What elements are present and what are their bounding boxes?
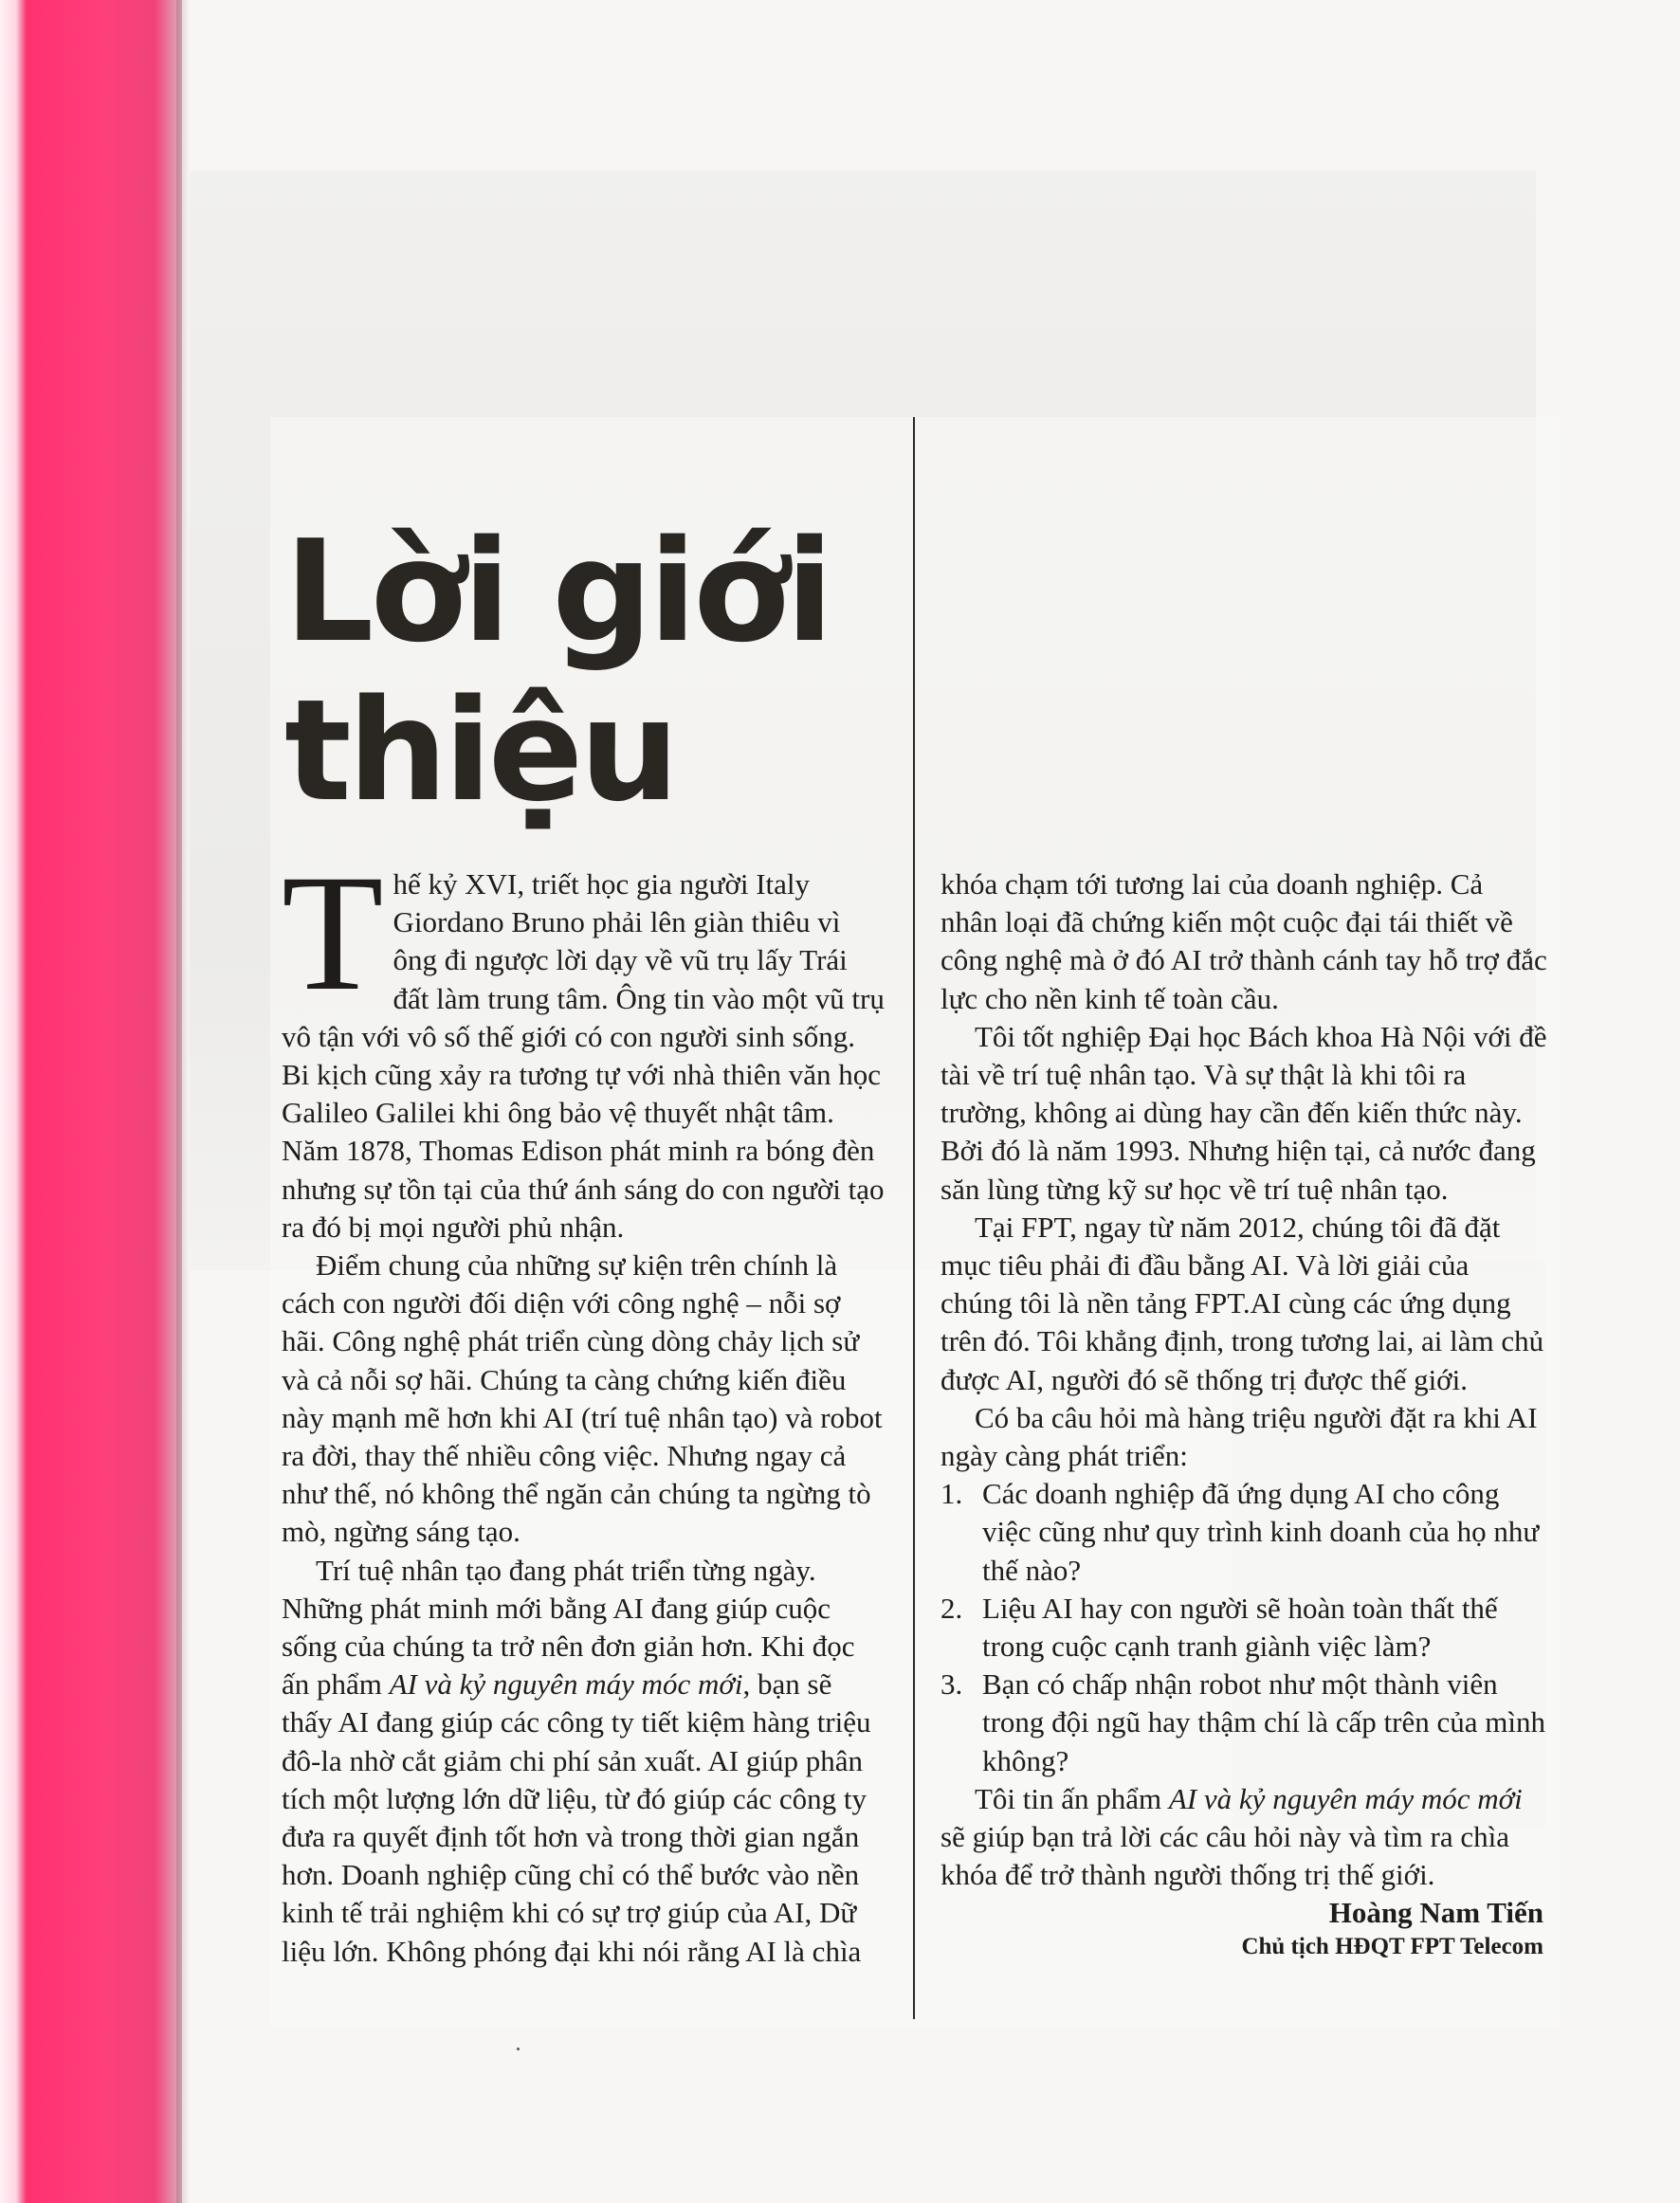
paragraph-6: Có ba câu hỏi mà hàng triệu người đặt ra khi AI ngày càng phát triển: (940, 1400, 1538, 1473)
list-number: 2. (940, 1591, 963, 1625)
spine-edge (0, 0, 27, 2203)
paragraph-2: Điểm chung của những sự kiện trên chính là cách con người đối diện với công nghệ – nỗi sợ hãi. Công nghệ phát triển cùng dòng chảy lịch sử và cả nỗi sợ hãi. Chúng ta càng chứng kiến điều này mạnh mẽ hơn khi AI (trí tuệ nhân tạo) và robot ra đời, thay thế nhiều công việc. Nhưng ngay cả như thế, nó không thể ngăn cản chúng ta ngừng tò mò, ngừng sáng tạo. (282, 1248, 883, 1549)
author-name: Hoàng Nam Tiến (1328, 1896, 1543, 1930)
book-title-ref: AI và kỷ nguyên máy móc mới (389, 1667, 743, 1702)
drop-cap: T (282, 841, 384, 1026)
list-item-text: Bạn có chấp nhận robot như một thành viên trong đội ngũ hay thậm chí là cấp trên của mình không? (982, 1667, 1545, 1777)
right-column (940, 865, 1547, 1962)
pink-spine (0, 0, 182, 2203)
paragraph-4: Tôi tốt nghiệp Đại học Bách khoa Hà Nội với đề tài về trí tuệ nhân tạo. Và sự thật là khi tôi ra trường, không ai dùng hay cần đến kiến thức này. Bởi đó là năm 1993. Nhưng hiện tại, cả nước đang săn lùng từng kỹ sư học về trí tuệ nhân tạo. (940, 1019, 1547, 1206)
book-title-ref: AI và kỷ nguyên máy móc mới (1168, 1781, 1523, 1815)
list-number: 1. (940, 1477, 963, 1511)
title-line-1: Lời giới (284, 510, 831, 673)
list-item (940, 1475, 1547, 1590)
list-number: 3. (940, 1667, 963, 1702)
column-divider (913, 417, 915, 2019)
list-item-text: Các doanh nghiệp đã ứng dụng AI cho công việc cũng như quy trình kinh doanh của họ như thế nào? (982, 1477, 1540, 1587)
list-item-text: Liệu AI hay con người sẽ hoàn toàn thất thế trong cuộc cạnh tranh giành việc làm? (982, 1591, 1498, 1664)
left-column (282, 841, 888, 1971)
question-list (940, 1475, 1547, 1780)
list-item (940, 1590, 1547, 1666)
paragraph-3-continued: khóa chạm tới tương lai của doanh nghiệp. Cả nhân loại đã chứng kiến một cuộc đại tái thiết về công nghệ mà ở đó AI trở thành cánh tay hỗ trợ đắc lực cho nền kinh tế toàn cầu. (940, 867, 1547, 1015)
page-speck (517, 2048, 520, 2050)
title-line-2: thiệu (284, 669, 676, 832)
paragraph-7-text-a: Tôi tin ấn phẩm (975, 1781, 1169, 1815)
paragraph-3 (282, 1552, 888, 1971)
paragraph-5: Tại FPT, ngay từ năm 2012, chúng tôi đã đặt mục tiêu phải đi đầu bằng AI. Và lời giải của chúng tôi là nền tảng FPT.AI cùng các ứng dụng trên đó. Tôi khẳng định, trong tương lai, ai làm chủ được AI, người đó sẽ thống trị được thế giới. (940, 1210, 1544, 1396)
paragraph-3-text-b: , bạn sẽ thấy AI đang giúp các công ty tiết kiệm hàng triệu đô-la nhờ cắt giảm chi phí sản xuất. AI giúp phân tích một lượng lớn dữ liệu, từ đó giúp các công ty đưa ra quyết định tốt hơn và trong thời gian ngắn hơn. Doanh nghiệp cũng chỉ có thể bước vào nền kinh tế trải nghiệm khi có sự trợ giúp của AI, Dữ liệu lớn. Không phóng đại khi nói rằng AI là chìa (282, 1667, 871, 1968)
list-item (940, 1666, 1547, 1780)
paragraph-1-text: hế kỷ XVI, triết học gia người Italy Giordano Bruno phải lên giàn thiêu vì ông đi ngược lời dạy về vũ trụ lấy Trái đất làm trung tâm. Ông tin vào một vũ trụ vô tận với vô số thế giới có con người sinh sống. Bi kịch cũng xảy ra tương tự với nhà thiên văn học Galileo Galilei khi ông bảo vệ thuyết nhật tâm. Năm 1878, Thomas Edison phát minh ra bóng đèn nhưng sự tồn tại của thứ ánh sáng do con người tạo ra đó bị mọi người phủ nhận. (282, 867, 885, 1244)
spine-shadow (176, 0, 190, 2203)
paragraph-7 (940, 1780, 1547, 1895)
signature (940, 1894, 1547, 1962)
author-role: Chủ tịch HĐQT FPT Telecom (1241, 1934, 1543, 1960)
paragraph-3-text-a: Trí tuệ nhân tạo đang phát triển từng ngày. Những phát minh mới bằng AI đang giúp cuộc sống của chúng ta trở nên đơn giản hơn. Khi đọc ấn phẩm (282, 1553, 855, 1702)
paragraph-1 (282, 841, 888, 1247)
paragraph-7-text-b: sẽ giúp bạn trả lời các câu hỏi này và tìm ra chìa khóa để trở thành người thống trị thế giới. (940, 1820, 1509, 1892)
page-title (284, 512, 891, 830)
